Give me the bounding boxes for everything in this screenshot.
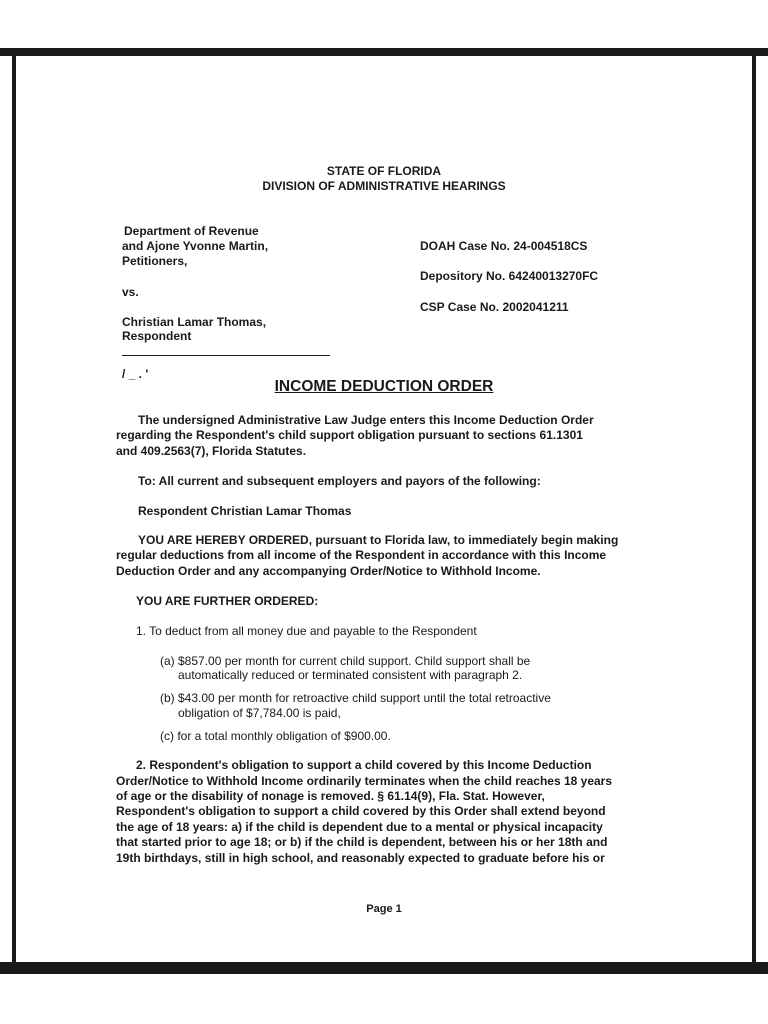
item-2-line-2: Order/Notice to Withhold Income ordinarily terminates when the child reaches 18 years [116,774,613,788]
versus: vs. [122,285,139,299]
stray-mark: / _ . ' [122,367,149,381]
petitioner-role: Petitioners, [122,254,188,268]
item-2-line-6: that started prior to age 18; or b) if the child is dependent, between his or her 18th and [116,835,608,849]
intro-line-3: and 409.2563(7), Florida Statutes. [116,444,307,458]
item-b-line-1: (b) $43.00 per month for retroactive child support until the total retroactive [160,691,551,705]
ordered-line-1: YOU ARE HEREBY ORDERED, pursuant to Florida law, to immediately begin making [138,533,619,547]
signature-line [122,355,330,356]
item-c: (c) for a total monthly obligation of $900.00. [160,729,391,743]
item-1: 1. To deduct from all money due and payable to the Respondent [136,624,477,638]
page-frame-top [0,48,768,56]
header-division: DIVISION OF ADMINISTRATIVE HEARINGS [262,179,506,193]
header-state: STATE OF FLORIDA [326,164,442,178]
petitioner-1: Department of Revenue [124,224,259,238]
csp-case-number: CSP Case No. 2002041211 [420,300,569,314]
document-title: INCOME DEDUCTION ORDER [274,378,494,395]
item-a-line-1: (a) $857.00 per month for current child support. Child support shall be [160,654,531,668]
page-frame-right [752,48,756,974]
depository-number: Depository No. 64240013270FC [420,269,599,283]
ordered-line-2: regular deductions from all income of the Respondent in accordance with this Income [116,548,607,562]
page-number: Page 1 [366,903,402,915]
intro-line-1: The undersigned Administrative Law Judge enters this Income Deduction Order [138,413,594,427]
item-b-line-2: obligation of $7,784.00 is paid, [178,706,341,720]
item-2-line-1: 2. Respondent's obligation to support a child covered by this Income Deduction [136,758,592,772]
petitioner-2: and Ajone Yvonne Martin, [122,239,269,253]
item-2-line-5: the age of 18 years: a) if the child is dependent due to a mental or physical incapacity [116,820,603,834]
doah-case-number: DOAH Case No. 24-004518CS [420,239,588,253]
ordered-line-3: Deduction Order and any accompanying Order/Notice to Withhold Income. [116,564,541,578]
respondent-role: Respondent [122,329,192,343]
respondent-line: Respondent Christian Lamar Thomas [138,504,352,518]
page-frame-bottom [0,962,768,974]
item-2-line-7: 19th birthdays, still in high school, and reasonably expected to graduate before his or [116,851,605,865]
further-ordered: YOU ARE FURTHER ORDERED: [136,594,319,608]
to-line: To: All current and subsequent employers and payors of the following: [138,474,541,488]
item-2-line-4: Respondent's obligation to support a child covered by this Order shall extend beyond [116,804,606,818]
item-a-line-2: automatically reduced or terminated consistent with paragraph 2. [178,668,523,682]
item-2-line-3: of age or the disability of nonage is removed. § 61.14(9), Fla. Stat. However, [116,789,545,803]
document-page [16,56,752,962]
respondent-name: Christian Lamar Thomas, [122,315,267,329]
intro-line-2: regarding the Respondent's child support obligation pursuant to sections 61.1301 [116,428,583,442]
